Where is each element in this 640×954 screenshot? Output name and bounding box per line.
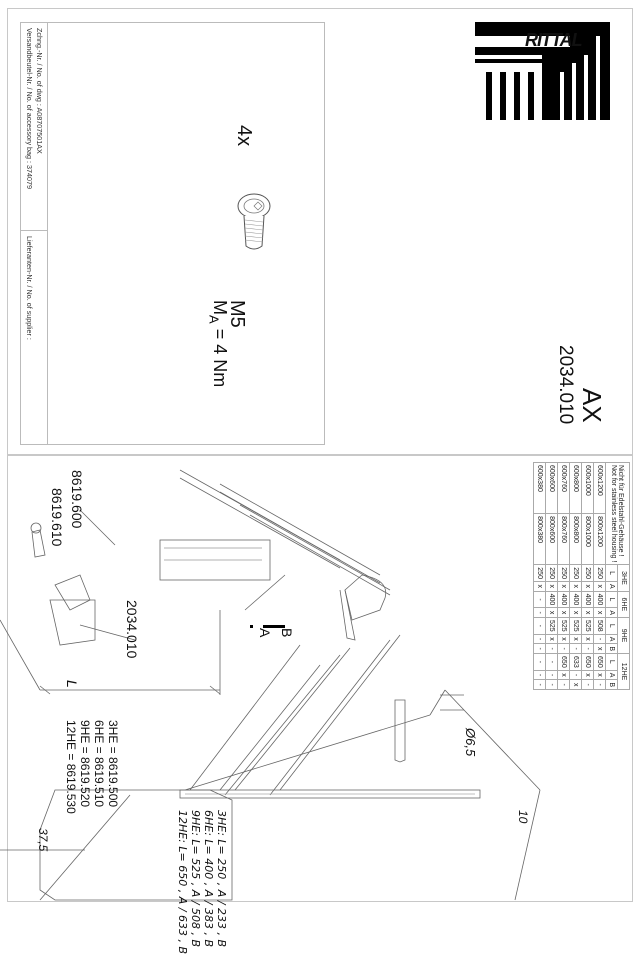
table-cell: 600x600 [546,463,558,514]
he-legend-item: 3HE = 8619.500 [106,720,120,808]
table-cell: x [534,581,546,591]
table-title-en: Not for stainless steel housing ! [610,465,618,563]
dimension-l: L [64,680,80,688]
table-cell: - [594,634,606,644]
table-cell: 600x1200 [594,463,606,514]
table-cell: - [570,670,582,680]
table-cell: x [582,670,594,680]
callout-rail-2: 8619.610 [49,488,65,547]
table-cell: - [534,654,546,671]
dimension-note: 12HE: L= 650 , A / 633 , B [176,810,189,954]
table-cell: 600x760 [558,463,570,514]
table-cell: 508 [594,618,606,635]
table-cell: 525 [558,618,570,635]
table-cell: 400 [546,591,558,608]
header-6he: 6HE [618,591,630,617]
callout-rail: 8619.600 [69,470,85,529]
table-cell: 250 [534,565,546,582]
table-title-de: Nicht für Edelstahl-Gehäuse ! [617,465,625,557]
table-cell: x [594,644,606,654]
label-b: B [279,628,295,638]
table-cell: 800x800 [570,514,582,565]
table-cell: x [546,608,558,618]
table-cell: 525 [570,618,582,635]
table-cell: 250 [582,565,594,582]
brand-wordmark: RITTAL [525,30,582,50]
table-cell: - [594,680,606,690]
drawing-number: Zchng.-Nr. / No. of dwg : A08707501AX [35,28,44,154]
dimension-10: 10 [516,810,530,824]
table-cell: 400 [558,591,570,608]
table-cell: - [582,644,594,654]
torque-value: = 4 Nm [210,328,230,388]
torque-subscript: A [206,315,222,324]
he-legend-item: 9HE = 8619.520 [78,720,92,808]
table-cell: - [534,644,546,654]
quantity-label: 4x [233,125,255,147]
sub-header: A [606,670,618,680]
table-cell: x [546,581,558,591]
table-cell: 633 [570,654,582,671]
table-cell: 600x1000 [582,463,594,514]
table-cell: 650 [594,654,606,671]
table-cell: x [594,670,606,680]
table-cell: x [546,634,558,644]
table-cell: 800x380 [534,514,546,565]
table-cell: x [570,608,582,618]
table-cell: x [582,634,594,644]
header-3he: 3HE [618,565,630,591]
table-cell: x [582,581,594,591]
table-cell: 400 [594,591,606,608]
drill-diameter: Ø6,5 [463,728,478,757]
table-cell: 250 [594,565,606,582]
table-cell: 600x380 [534,463,546,514]
table-cell: - [534,618,546,635]
sub-header: B [606,644,618,654]
table-cell: x [570,581,582,591]
table-cell: - [534,670,546,680]
table-cell: x [594,608,606,618]
table-cell: x [570,634,582,644]
he-legend [64,720,120,814]
label-a: A [257,628,273,638]
table-cell: 800x760 [558,514,570,565]
dimension-note: 9HE: L= 525 , A / 508 , B [189,810,202,948]
dimension-37-5: 37,5 [36,828,50,852]
table-cell: x [558,608,570,618]
sub-header: B [606,680,618,690]
table-cell: - [558,680,570,690]
table-cell: - [558,644,570,654]
table-cell: - [534,591,546,608]
accessory-bag-number: Versandbeutel-Nr. / No. of accessory bag : 374079 [25,28,34,190]
sub-header: L [606,618,618,635]
callout-bracket: 2034.010 [124,600,140,659]
header-9he: 9HE [618,618,630,654]
table-cell: - [534,634,546,644]
he-legend-item: 6HE = 8619.510 [92,720,106,808]
part-number: 2034.010 [555,345,576,425]
sub-header: L [606,654,618,671]
table-cell: 800x1200 [594,514,606,565]
table-cell: x [570,680,582,690]
dimension-note: 3HE: L= 250 , A / 233 , B [215,810,228,948]
table-cell: 525 [582,618,594,635]
sub-header: L [606,591,618,608]
table-cell: - [546,644,558,654]
table-cell: 800x600 [546,514,558,565]
header-12he: 12HE [618,654,630,690]
table-cell: x [558,581,570,591]
table-cell: 650 [582,654,594,671]
screw-size: M5 [226,300,248,328]
dimension-note: 6HE: L= 400 , A / 383 , B [202,810,215,948]
table-cell: 400 [570,591,582,608]
table-cell: - [570,644,582,654]
table-cell: x [558,634,570,644]
table-cell: - [582,680,594,690]
table-cell: - [546,670,558,680]
table-cell: 650 [558,654,570,671]
dimension-notes [176,810,228,954]
table-cell: x [558,670,570,680]
table-cell: x [582,608,594,618]
table-cell: - [546,654,558,671]
he-legend-item: 12HE = 8619.530 [64,720,78,814]
table-cell: - [534,680,546,690]
document-code: AX [577,388,607,423]
table-cell: 525 [546,618,558,635]
sub-header: A [606,634,618,644]
table-cell: 400 [582,591,594,608]
sub-header: A [606,581,618,591]
table-cell: - [546,680,558,690]
table-cell: 250 [570,565,582,582]
table-cell: 600x800 [570,463,582,514]
torque-symbol: M [210,300,230,315]
table-cell: x [594,581,606,591]
sub-header: L [606,565,618,582]
supplier-number: Lieferanten-Nr. / No. of supplier : [25,236,34,340]
table-cell: 800x1000 [582,514,594,565]
table-cell: 250 [558,565,570,582]
sub-header: A [606,608,618,618]
table-cell: - [534,608,546,618]
table-cell: 250 [546,565,558,582]
